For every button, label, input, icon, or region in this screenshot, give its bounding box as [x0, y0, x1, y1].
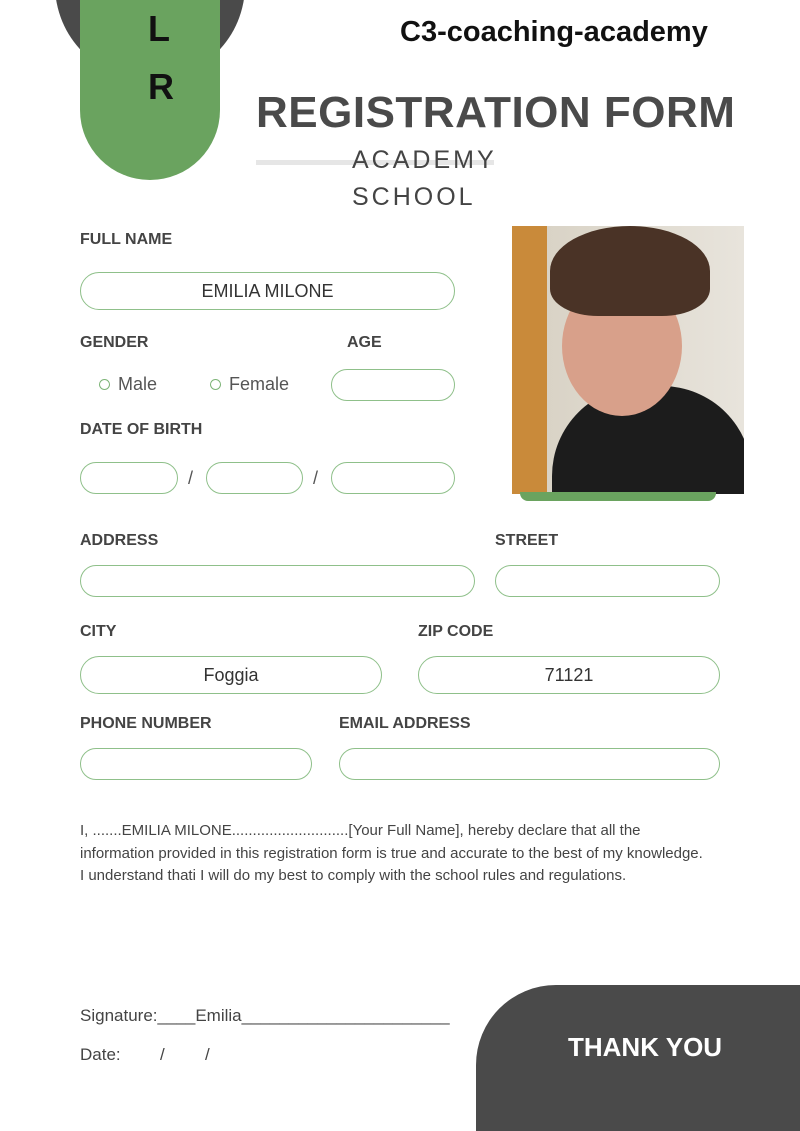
- street-field[interactable]: [495, 565, 720, 597]
- photo-green-bar: [520, 492, 716, 501]
- date-label: Date:: [80, 1045, 121, 1064]
- logo-letter-r: R: [148, 66, 174, 107]
- gender-radio-female[interactable]: Female: [210, 374, 289, 395]
- subtitle-academy: ACADEMY: [352, 146, 497, 174]
- dob-year-field[interactable]: [331, 462, 455, 494]
- thank-you-text: THANK YOU: [568, 1032, 723, 1062]
- radio-icon: [99, 379, 110, 390]
- email-label: EMAIL ADDRESS: [339, 715, 471, 732]
- address-field[interactable]: [80, 565, 475, 597]
- dob-day-field[interactable]: [80, 462, 178, 494]
- gender-radio-male[interactable]: Male: [99, 374, 157, 395]
- dob-month-field[interactable]: [206, 462, 303, 494]
- street-label: STREET: [495, 532, 559, 549]
- address-label: ADDRESS: [80, 532, 159, 549]
- phone-label: PHONE NUMBER: [80, 715, 212, 732]
- subtitle-school: SCHOOL: [352, 183, 476, 211]
- logo-letter-l: L: [148, 8, 170, 49]
- zip-label: ZIP CODE: [418, 623, 494, 640]
- photo-hair: [550, 226, 710, 316]
- dob-separator: /: [188, 468, 194, 488]
- full-name-label: FULL NAME: [80, 231, 173, 248]
- date-separator: /: [160, 1045, 165, 1064]
- brand-name: C3-coaching-academy: [400, 16, 708, 48]
- declaration-text: I, .......EMILIA MILONE............................[Your Full Name], hereby declare that all the information provided in this registration form is true and accurate to the best of my knowledge. I understand thati I will do my best to comply with the school rules and regulations.: [80, 822, 703, 884]
- zip-field[interactable]: 71121: [418, 656, 720, 694]
- age-label: AGE: [347, 334, 382, 351]
- date-separator: /: [205, 1045, 210, 1064]
- dob-label: DATE OF BIRTH: [80, 421, 203, 438]
- phone-field[interactable]: [80, 748, 312, 780]
- age-field[interactable]: [331, 369, 455, 401]
- dob-separator: /: [313, 468, 319, 488]
- signature-line: Signature:____Emilia______________________: [80, 1006, 450, 1025]
- gender-label: GENDER: [80, 334, 149, 351]
- city-label: CITY: [80, 623, 117, 640]
- email-field[interactable]: [339, 748, 720, 780]
- radio-icon: [210, 379, 221, 390]
- page-title: REGISTRATION FORM: [256, 88, 736, 137]
- city-field[interactable]: Foggia: [80, 656, 382, 694]
- full-name-field[interactable]: EMILIA MILONE: [80, 272, 455, 310]
- profile-photo: [512, 226, 744, 494]
